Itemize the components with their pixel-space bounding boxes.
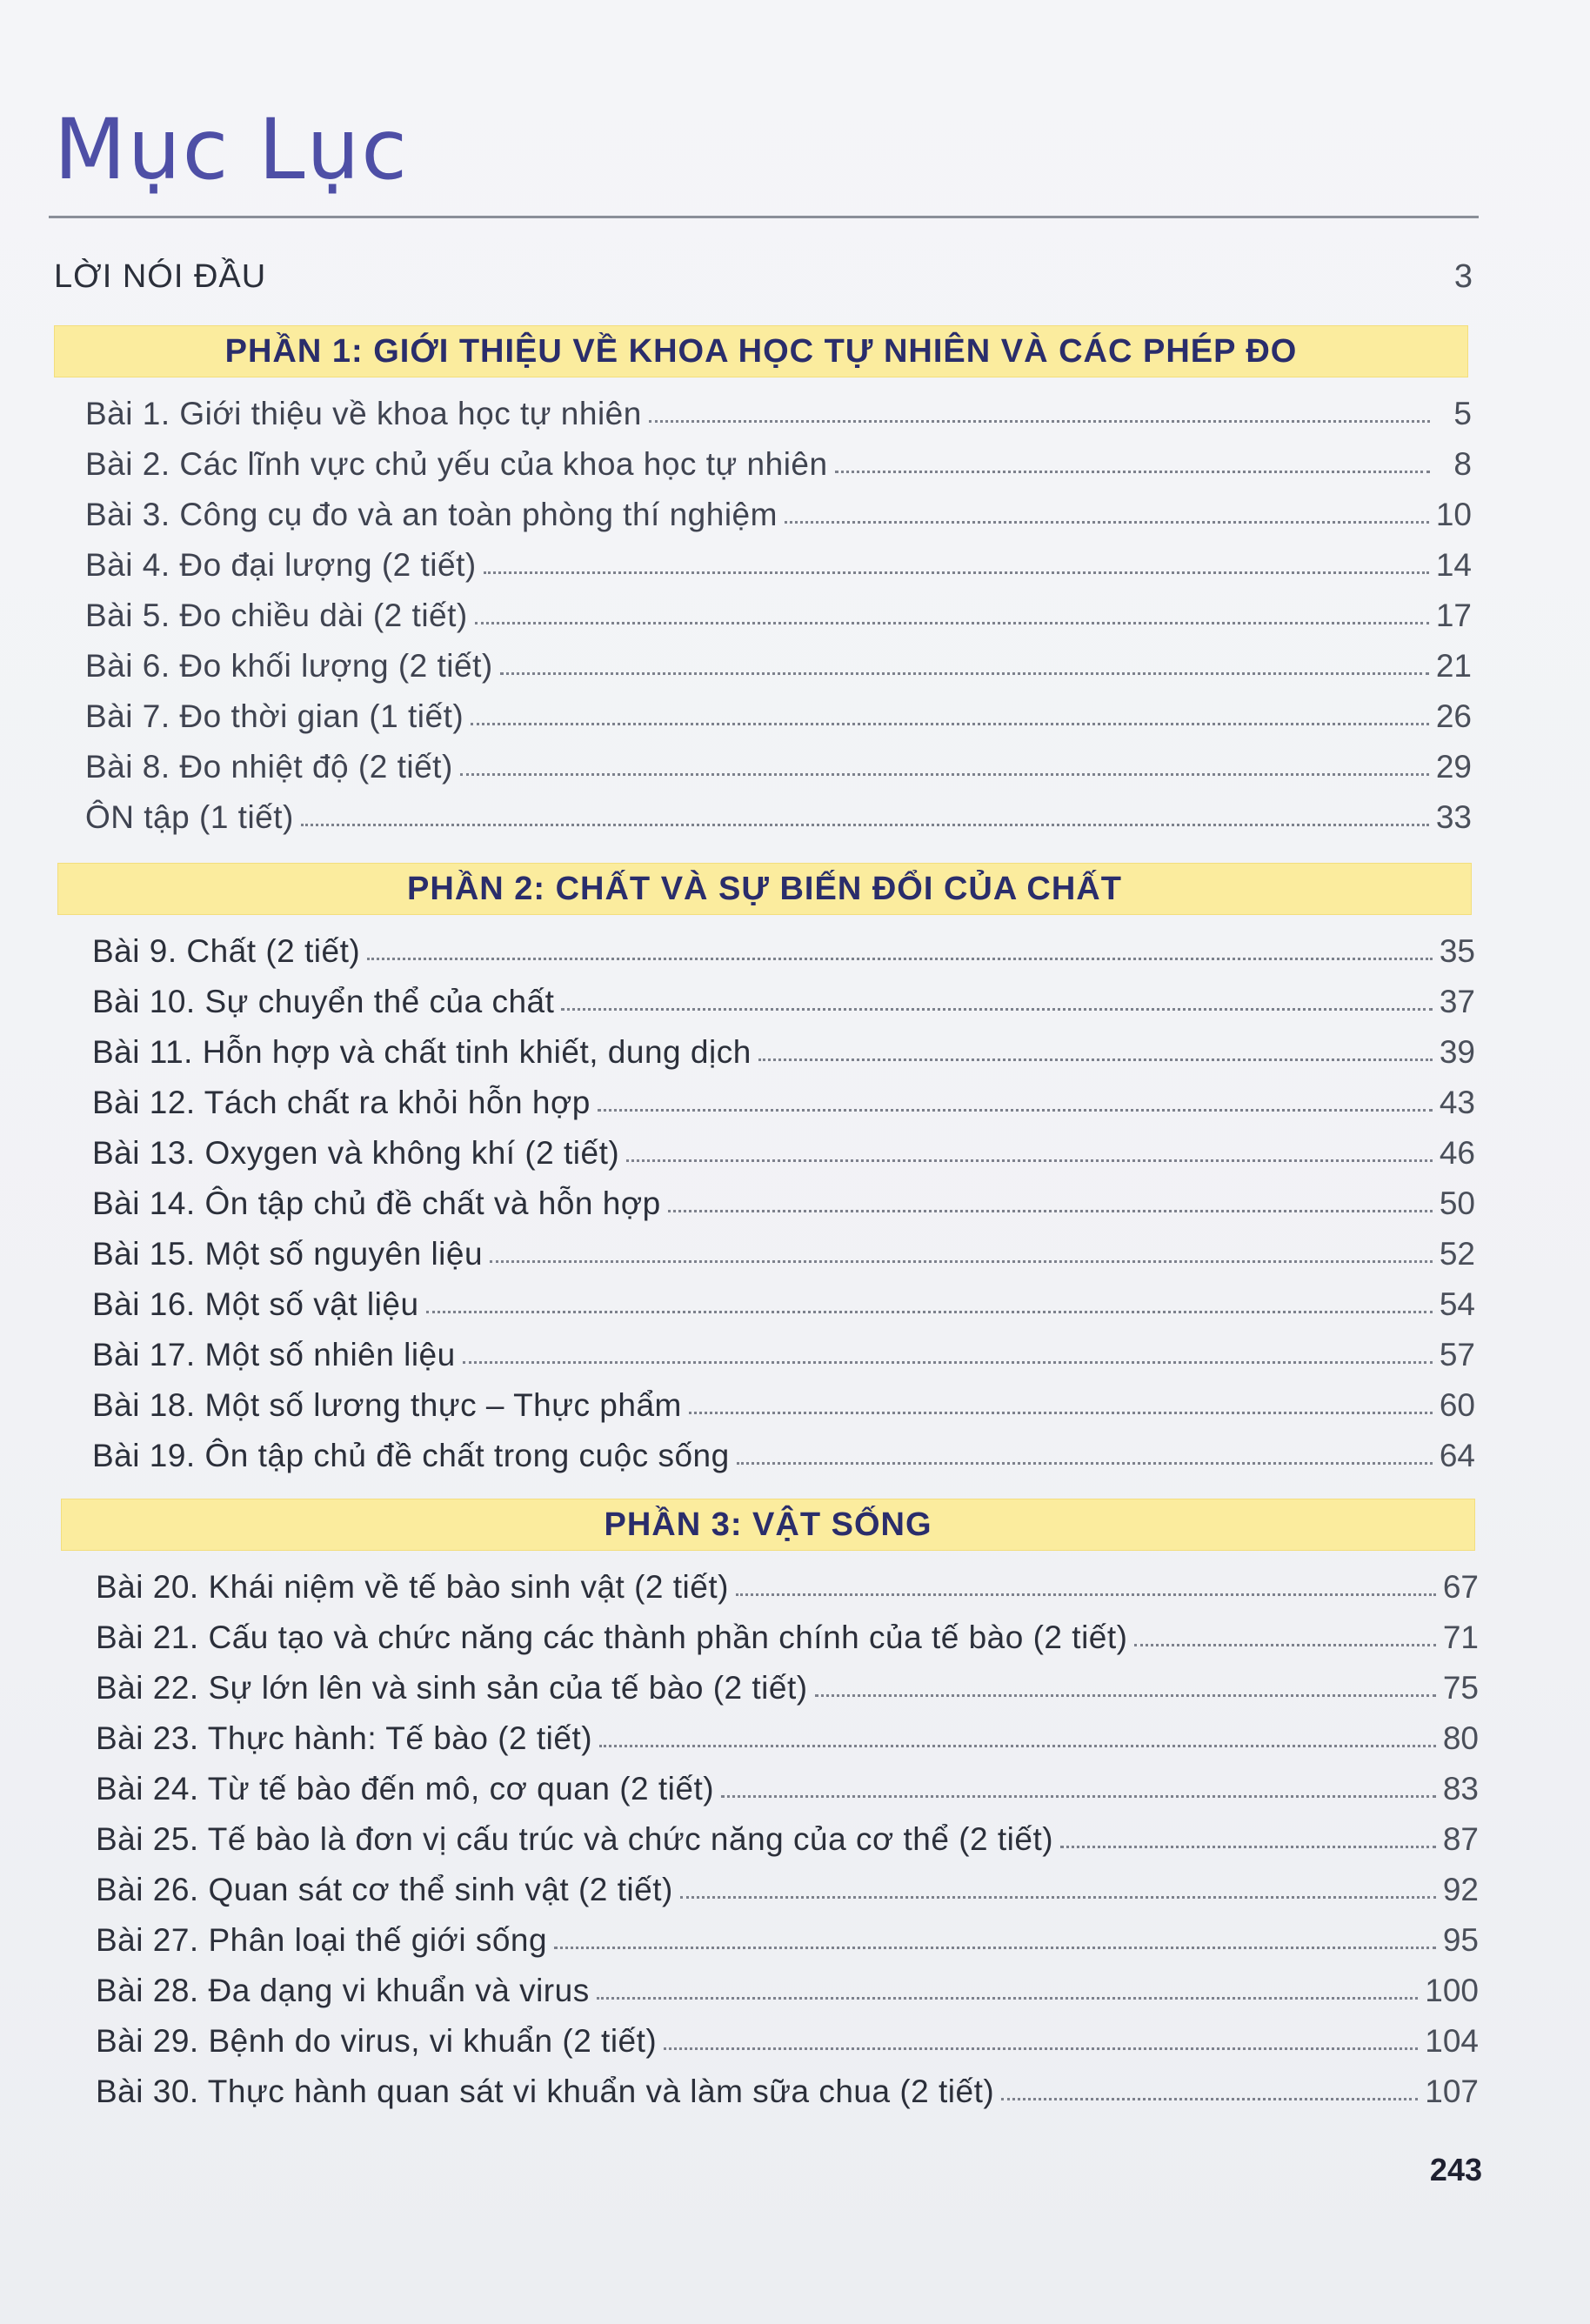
- dot-leader: [649, 420, 1430, 423]
- toc-entry-page: 10: [1435, 497, 1472, 532]
- toc-entry-page: 80: [1442, 1720, 1479, 1756]
- toc-entry-label: Bài 30. Thực hành quan sát vi khuẩn và làm sữa chua (2 tiết): [96, 2074, 995, 2109]
- title-divider: [49, 216, 1479, 218]
- toc-entry-page: 17: [1435, 598, 1472, 633]
- toc-entry-label: Bài 29. Bệnh do virus, vi khuẩn (2 tiết): [96, 2023, 658, 2059]
- toc-entry-page: 39: [1439, 1034, 1475, 1070]
- toc-entry-label: Bài 5. Đo chiều dài (2 tiết): [85, 598, 468, 633]
- toc-entry-page: 67: [1442, 1569, 1479, 1605]
- dot-leader: [463, 1361, 1433, 1364]
- toc-entry[interactable]: [96, 2016, 1479, 2067]
- dot-leader: [664, 2047, 1418, 2050]
- dot-leader: [1001, 2098, 1418, 2100]
- dot-leader: [460, 773, 1429, 776]
- dot-leader: [471, 723, 1429, 725]
- toc-entry[interactable]: [96, 1865, 1479, 1915]
- toc-entry[interactable]: [92, 1279, 1475, 1330]
- toc-entry-page: 107: [1425, 2074, 1479, 2109]
- toc-entry-page: 52: [1439, 1236, 1475, 1272]
- toc-entry[interactable]: [96, 1562, 1479, 1613]
- toc-entry-page: 21: [1435, 648, 1472, 684]
- toc-entry[interactable]: [92, 926, 1475, 977]
- toc-entry-label: Bài 15. Một số nguyên liệu: [92, 1236, 484, 1272]
- toc-entry-page: 50: [1439, 1185, 1475, 1221]
- toc-entry[interactable]: [92, 1128, 1475, 1179]
- toc-entry-label: Bài 21. Cấu tạo và chức năng các thành phần chính của tế bào (2 tiết): [96, 1619, 1128, 1655]
- toc-entry-label: Bài 1. Giới thiệu về khoa học tự nhiên: [85, 396, 642, 431]
- dot-leader: [484, 571, 1429, 574]
- toc-entry-page: 43: [1439, 1085, 1475, 1120]
- dot-leader: [680, 1896, 1436, 1899]
- toc-entry-page: 104: [1425, 2023, 1479, 2059]
- toc-entry-label: Bài 20. Khái niệm về tế bào sinh vật (2 tiết): [96, 1569, 729, 1605]
- dot-leader: [737, 1462, 1433, 1465]
- toc-entry[interactable]: [92, 1179, 1475, 1229]
- toc-entry-page: 60: [1439, 1387, 1475, 1423]
- toc-entry-label: Bài 3. Công cụ đo và an toàn phòng thí nghiệm: [85, 497, 778, 532]
- toc-entry[interactable]: [96, 2067, 1479, 2117]
- toc-entry-label: Bài 19. Ôn tập chủ đề chất trong cuộc sống: [92, 1438, 730, 1473]
- toc-entry[interactable]: [96, 1764, 1479, 1814]
- toc-entry-label: Bài 25. Tế bào là đơn vị cấu trúc và chức năng của cơ thể (2 tiết): [96, 1821, 1054, 1857]
- toc-entry[interactable]: [96, 1814, 1479, 1865]
- toc-entry[interactable]: [92, 1431, 1475, 1481]
- toc-entry[interactable]: [92, 1380, 1475, 1431]
- toc-entry[interactable]: [96, 1915, 1479, 1966]
- toc-entry-page: 71: [1442, 1619, 1479, 1655]
- section-header-1: PHẦN 1: GIỚI THIỆU VỀ KHOA HỌC TỰ NHIÊN VÀ CÁC PHÉP ĐO: [54, 325, 1468, 377]
- toc-entry-label: Bài 8. Đo nhiệt độ (2 tiết): [85, 749, 453, 785]
- toc-intro-label: LỜI NÓI ĐẦU: [54, 258, 267, 295]
- toc-entry[interactable]: [85, 490, 1472, 540]
- toc-entry-page: 5: [1453, 396, 1472, 431]
- dot-leader: [721, 1795, 1436, 1798]
- toc-entry-page: 64: [1439, 1438, 1475, 1473]
- toc-entry-page: 92: [1442, 1872, 1479, 1907]
- dot-leader: [626, 1159, 1433, 1162]
- toc-entry-page: 95: [1442, 1922, 1479, 1958]
- toc-entry-page: 57: [1439, 1337, 1475, 1372]
- toc-entry-page: 8: [1453, 446, 1472, 482]
- dot-leader: [367, 958, 1433, 960]
- toc-entry-label: Bài 13. Oxygen và không khí (2 tiết): [92, 1135, 620, 1171]
- toc-entry-page: 75: [1442, 1670, 1479, 1706]
- dot-leader: [835, 471, 1430, 473]
- toc-entry[interactable]: [85, 792, 1472, 843]
- toc-entry-label: Bài 18. Một số lương thực – Thực phẩm: [92, 1387, 682, 1423]
- toc-entry-label: Bài 6. Đo khối lượng (2 tiết): [85, 648, 493, 684]
- toc-entry[interactable]: [92, 1330, 1475, 1380]
- toc-intro-page: 3: [1453, 258, 1473, 295]
- toc-entry-label: Bài 9. Chất (2 tiết): [92, 933, 361, 969]
- toc-entry-label: Bài 28. Đa dạng vi khuẩn và virus: [96, 1973, 590, 2008]
- toc-entry[interactable]: [96, 1663, 1479, 1713]
- toc-entry[interactable]: [92, 977, 1475, 1027]
- toc-entry[interactable]: [85, 691, 1472, 742]
- toc-entry-page: 54: [1439, 1286, 1475, 1322]
- toc-entry[interactable]: [92, 1229, 1475, 1279]
- toc-entry-page: 83: [1442, 1771, 1479, 1806]
- toc-entry-page: 100: [1425, 1973, 1479, 2008]
- section-header-2: PHẦN 2: CHẤT VÀ SỰ BIẾN ĐỔI CỦA CHẤT: [57, 863, 1472, 915]
- toc-entry[interactable]: [85, 389, 1472, 439]
- toc-entry-label: Bài 10. Sự chuyển thể của chất: [92, 984, 555, 1019]
- toc-entry-page: 14: [1435, 547, 1472, 583]
- toc-entry[interactable]: [92, 1027, 1475, 1078]
- toc-entry[interactable]: [96, 1613, 1479, 1663]
- toc-entry-label: Bài 14. Ôn tập chủ đề chất và hỗn hợp: [92, 1185, 661, 1221]
- toc-entry[interactable]: [92, 1078, 1475, 1128]
- toc-entry-label: Bài 7. Đo thời gian (1 tiết): [85, 698, 464, 734]
- toc-entry-page: 26: [1435, 698, 1472, 734]
- toc-entry-page: 46: [1439, 1135, 1475, 1171]
- toc-entry-label: Bài 4. Đo đại lượng (2 tiết): [85, 547, 477, 583]
- toc-entry-label: Bài 24. Từ tế bào đến mô, cơ quan (2 tiết): [96, 1771, 715, 1806]
- toc-entry-page: 87: [1442, 1821, 1479, 1857]
- dot-leader: [301, 824, 1429, 826]
- dot-leader: [736, 1593, 1436, 1596]
- dot-leader: [554, 1947, 1436, 1949]
- toc-entry-page: 33: [1435, 799, 1472, 835]
- dot-leader: [597, 1997, 1419, 2000]
- page-title: Mục Lục: [54, 101, 410, 198]
- toc-entry-label: Bài 2. Các lĩnh vực chủ yếu của khoa học tự nhiên: [85, 446, 828, 482]
- page-number: 243: [1429, 2152, 1482, 2187]
- dot-leader: [500, 672, 1429, 675]
- dot-leader: [598, 1109, 1433, 1112]
- dot-leader: [490, 1260, 1433, 1263]
- dot-leader: [561, 1008, 1432, 1011]
- toc-entry[interactable]: [85, 742, 1472, 792]
- toc-entry[interactable]: [85, 439, 1472, 490]
- toc-entry-page: 35: [1439, 933, 1475, 969]
- dot-leader: [1060, 1846, 1436, 1848]
- toc-entry[interactable]: [85, 591, 1472, 641]
- section-header-3: PHẦN 3: VẬT SỐNG: [61, 1499, 1475, 1551]
- toc-entry[interactable]: [96, 1966, 1479, 2016]
- toc-entry-label: Bài 26. Quan sát cơ thể sinh vật (2 tiết): [96, 1872, 673, 1907]
- toc-entry[interactable]: [96, 1713, 1479, 1764]
- dot-leader: [1134, 1644, 1435, 1646]
- toc-entry[interactable]: [85, 641, 1472, 691]
- toc-entry-label: Bài 23. Thực hành: Tế bào (2 tiết): [96, 1720, 593, 1756]
- toc-entry-label: Bài 12. Tách chất ra khỏi hỗn hợp: [92, 1085, 591, 1120]
- toc-entry-page: 37: [1439, 984, 1475, 1019]
- toc-entry-label: Bài 11. Hỗn hợp và chất tinh khiết, dung dịch: [92, 1034, 752, 1070]
- toc-entry-label: Bài 27. Phân loại thế giới sống: [96, 1922, 548, 1958]
- toc-entry-label: Bài 16. Một số vật liệu: [92, 1286, 419, 1322]
- dot-leader: [475, 622, 1429, 624]
- dot-leader: [426, 1311, 1433, 1313]
- toc-entry-label: Bài 22. Sự lớn lên và sinh sản của tế bào (2 tiết): [96, 1670, 808, 1706]
- dot-leader: [785, 521, 1429, 524]
- toc-intro-row[interactable]: [54, 252, 1473, 301]
- toc-entry-page: 29: [1435, 749, 1472, 785]
- dot-leader: [599, 1745, 1436, 1747]
- dot-leader: [668, 1210, 1433, 1212]
- dot-leader: [815, 1694, 1436, 1697]
- toc-entry-label: ÔN tập (1 tiết): [85, 799, 294, 835]
- toc-entry-label: Bài 17. Một số nhiên liệu: [92, 1337, 456, 1372]
- toc-entry[interactable]: [85, 540, 1472, 591]
- dot-leader: [689, 1412, 1433, 1414]
- dot-leader: [758, 1058, 1433, 1061]
